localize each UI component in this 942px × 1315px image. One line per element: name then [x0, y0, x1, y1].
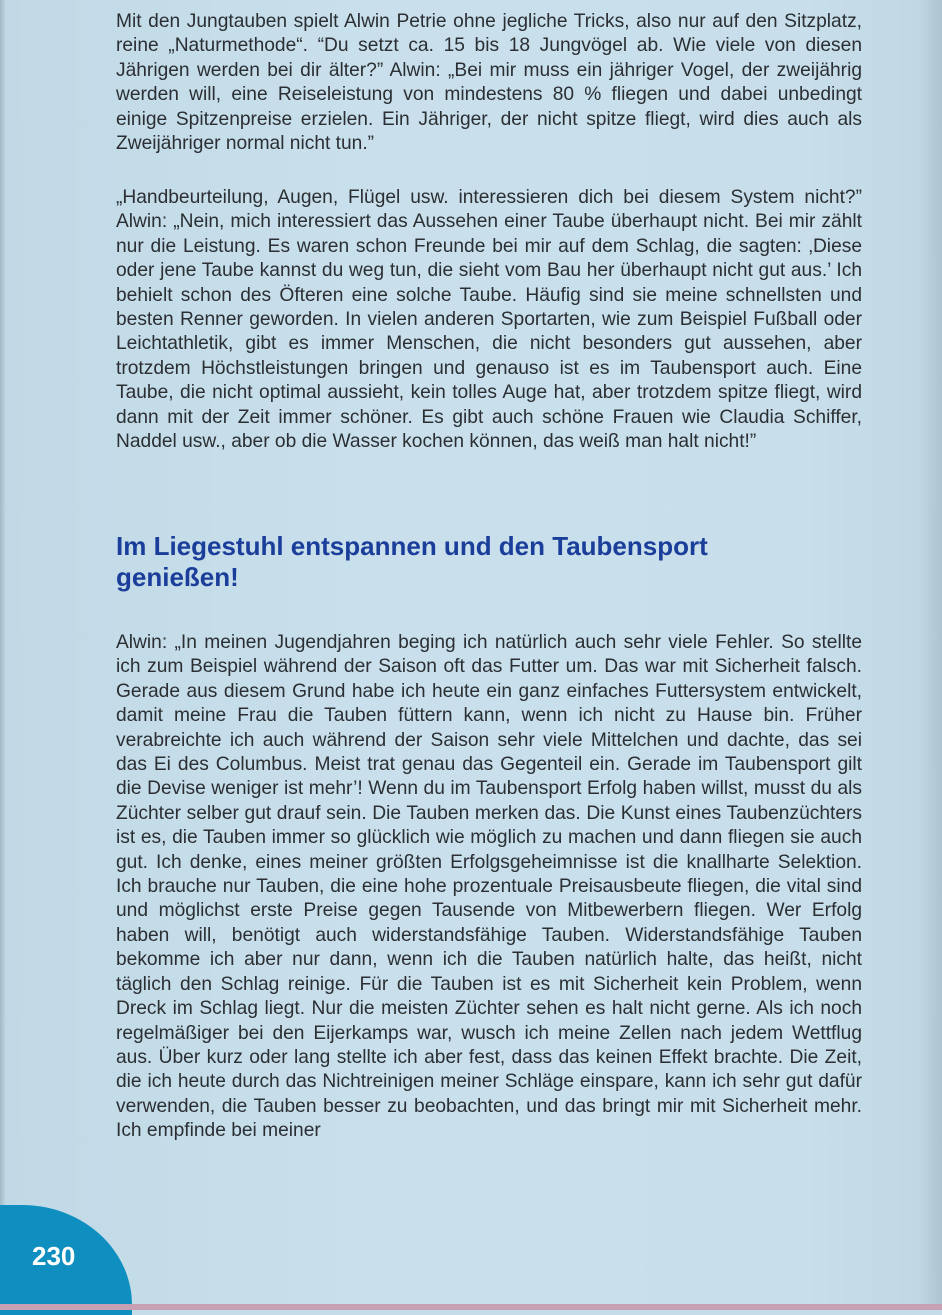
- page-binding-shadow: [0, 0, 6, 1310]
- paragraph-jungtauben: Mit den Jungtauben spielt Alwin Petrie ohne jegliche Tricks, also nur auf den Sitzplatz, reine „Naturmethode“. “Du setzt ca. 15 bis 18 Jungvögel ab. Wie viele von diesen Jährigen werden bei dir älter?” Alwin: „Bei mir muss ein jähriger Vogel, der zweijährig werden will, eine Reiseleistung von mindestens 80 % fliegen und dabei unbedingt einige Spitzenpreise erzielen. Ein Jähriger, der nicht spitze fliegt, wird dies auch als Zweijähriger normal nicht tun.”: [116, 11, 862, 155]
- page-edge-shadow: [918, 0, 942, 1310]
- bottom-edge-strip: [0, 1304, 942, 1310]
- section-heading: [116, 531, 856, 593]
- paragraph-jugendjahre: Alwin: „In meinen Jugendjahren beging ich natürlich auch sehr viele Fehler. So stellte ich zum Beispiel während der Saison oft das Futter um. Das war mit Sicherheit falsch. Gerade aus diesem Grund habe ich heute ein ganz einfaches Futtersystem entwickelt, damit meine Frau die Tauben füttern kann, wenn ich nicht zu Hause bin. Früher verabreichte ich auch während der Saison sehr viele Mittelchen und dachte, das sei das Ei des Columbus. Meist trat genau das Gegenteil ein. Gerade im Taubensport gilt die Devise weniger ist mehr’! Wenn du im Taubensport Erfolg haben willst, musst du als Züchter selber gut drauf sein. Die Tauben merken das. Die Kunst eines Taubenzüchters ist es, die Tauben immer so glücklich wie möglich zu machen und dann fliegen sie auch gut. Ich denke, eines meiner größten Erfolgsgeheimnisse ist die knallharte Selektion. Ich brauche nur Tauben, die eine hohe prozentuale Preisausbeute fliegen, die vital sind und möglichst erste Preise gegen Tausende von Mitbewerbern fliegen. Wer Erfolg haben will, benötigt auch widerstandsfähige Tauben. Widerstandsfähige Tauben bekomme ich aber nur dann, wenn ich die Tauben natürlich halte, das heißt, nicht täglich den Schlag reinige. Für die Tauben ist es mit Sicherheit kein Problem, wenn Dreck im Schlag liegt. Nur die meisten Züchter sehen es halt nicht gerne. Als ich noch regelmäßiger bei den Eijerkamps war, wusch ich meine Zellen nach jedem Wettflug aus. Über kurz oder lang stellte ich aber fest, dass das keinen Effekt brachte. Die Zeit, die ich heute durch das Nichtreinigen meiner Schläge einspare, kann ich sehr gut dafür verwenden, die Tauben besser zu beobachten, und das bringt mir mit Sicherheit mehr. Ich empfinde bei meiner: [116, 632, 862, 1142]
- page-number: 230: [32, 1241, 76, 1271]
- section-heading-line-1: Im Liegestuhl entspannen und den Taubensport: [116, 531, 708, 561]
- paragraph-handbeurteilung: „Handbeurteilung, Augen, Flügel usw. interessieren dich bei diesem System nicht?” Alwin: „Nein, mich interessiert das Aussehen einer Taube überhaupt nicht. Bei mir zählt nur die Leistung. Es waren schon Freunde bei mir auf dem Schlag, die sagten: ‚Diese oder jene Taube kannst du weg tun, die sieht vom Bau her überhaupt nicht gut aus.’ Ich behielt schon des Öfteren eine solche Taube. Häufig sind sie meine schnellsten und besten Renner geworden. In vielen anderen Sportarten, wie zum Beispiel Fußball oder Leichtathletik, gibt es immer Menschen, die nicht besonders gut aussehen, aber trotzdem Höchstleistungen bringen und genauso ist es im Taubensport auch. Eine Taube, die nicht optimal aussieht, kein tolles Auge hat, aber trotzdem spitze fliegt, wird dann mit der Zeit immer schöner. Es gibt auch schöne Frauen wie Claudia Schiffer, Naddel usw., aber ob die Wasser kochen können, das weiß man halt nicht!”: [116, 187, 862, 453]
- section-heading-line-2: genießen!: [116, 562, 239, 592]
